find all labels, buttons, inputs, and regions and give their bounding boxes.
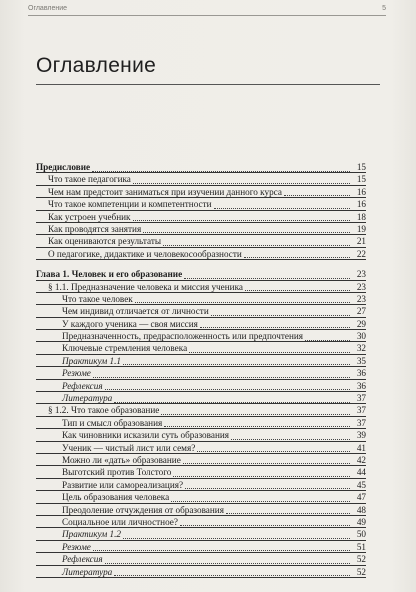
toc-chapter-entry[interactable] (36, 161, 366, 173)
dot-leader (226, 513, 350, 514)
toc-entry-title: Предназначенность, предрасположенность или предпочтения (62, 331, 304, 342)
toc-page-number: 30 (356, 331, 366, 342)
dot-leader (123, 538, 350, 539)
toc-page-number: 47 (356, 492, 366, 503)
dot-leader (163, 245, 350, 246)
toc-page-number: 29 (356, 318, 366, 329)
toc-entry-title: Литература (62, 566, 113, 577)
toc-page-number: 18 (356, 211, 366, 222)
toc-entry-title: Что такое человек (62, 293, 133, 304)
dot-leader (245, 290, 350, 291)
dot-leader (135, 302, 350, 303)
toc-entry[interactable] (36, 491, 366, 503)
toc-page-number: 27 (356, 306, 366, 317)
dot-leader (184, 278, 350, 279)
toc-page-number: 37 (356, 393, 366, 404)
toc-page-number: 42 (356, 454, 366, 465)
title-rule (36, 84, 380, 85)
toc-entry-title: Предисловие (36, 162, 91, 172)
dot-leader (200, 327, 350, 328)
toc-entry[interactable] (36, 504, 366, 516)
toc-page-number: 37 (356, 417, 366, 428)
dot-leader (114, 575, 350, 576)
toc-entry-title: У каждого ученика — своя миссия (62, 318, 198, 329)
dot-leader (197, 451, 350, 452)
dot-leader (284, 195, 350, 196)
toc-entry-title: Можно ли «дать» образование (62, 454, 181, 465)
toc-page-number: 16 (356, 186, 366, 197)
toc-entry[interactable] (36, 305, 366, 317)
toc-page-number: 21 (356, 236, 366, 247)
toc-entry-title: Ключевые стремления человека (62, 343, 188, 354)
dot-leader (92, 171, 350, 172)
toc-page-number: 51 (356, 541, 366, 552)
running-head-page-number: 5 (382, 5, 386, 12)
running-head-left: Оглавление (28, 5, 68, 12)
toc-entry[interactable] (36, 330, 366, 342)
toc-entry-title: § 1.1. Предназначение человека и миссия ученика (48, 281, 243, 292)
toc-entry[interactable] (36, 566, 366, 578)
toc-entry[interactable] (36, 355, 366, 367)
toc-page-number: 45 (356, 479, 366, 490)
dot-leader (173, 476, 350, 477)
toc-entry[interactable] (36, 479, 366, 491)
toc-entry-title: Преодоление отчуждения от образования (62, 504, 224, 515)
section-gap (36, 260, 366, 268)
toc-entry[interactable] (36, 173, 366, 185)
toc-entry[interactable] (36, 235, 366, 247)
toc-page-number: 15 (356, 174, 366, 185)
toc-entry[interactable] (36, 293, 366, 305)
toc-page-number: 23 (356, 269, 366, 280)
toc-entry[interactable] (36, 367, 366, 379)
toc-page-number: 35 (356, 355, 366, 366)
toc-page-number: 52 (356, 554, 366, 565)
entry-rule (36, 577, 366, 578)
toc-page-number: 36 (356, 380, 366, 391)
toc-entry[interactable] (36, 186, 366, 198)
toc-entry-title: Как проводятся занятия (48, 223, 142, 234)
dot-leader (180, 525, 350, 526)
dot-leader (244, 257, 350, 258)
running-head (28, 3, 386, 16)
toc-page-number: 23 (356, 293, 366, 304)
toc-entry-title: § 1.2. Что такое образование (48, 405, 160, 416)
toc-entry-title: Практикум 1.1 (62, 355, 122, 366)
toc-entry-title: Практикум 1.2 (62, 529, 122, 540)
toc-entry-title: Рефлексия (62, 554, 103, 565)
toc-entry-title: Чем индивид отличается от личности (62, 306, 209, 317)
toc-entry[interactable] (36, 342, 366, 354)
toc-entry-title: Как чиновники исказили суть образования (62, 430, 229, 441)
toc-entry[interactable] (36, 380, 366, 392)
toc-entry-title: Что такое компетенции и компетентности (48, 199, 212, 210)
dot-leader (123, 364, 350, 365)
toc-page-number: 23 (356, 281, 366, 292)
toc-page-number: 37 (356, 405, 366, 416)
toc-entry-title: О педагогике, дидактике и человекосообразности (48, 248, 242, 259)
toc-entry-title: Литература (62, 393, 113, 404)
toc-entry[interactable] (36, 392, 366, 404)
toc-entry[interactable] (36, 442, 366, 454)
dot-leader (133, 220, 350, 221)
bleed-through-text (230, 88, 380, 168)
toc-entry[interactable] (36, 417, 366, 429)
toc-entry-title: Как оцениваются результаты (48, 236, 162, 247)
toc-entry-title: Как устроен учебник (48, 211, 131, 222)
dot-leader (231, 439, 350, 440)
toc-entry-title: Тип и смысл образования (62, 417, 163, 428)
toc-page-number: 16 (356, 199, 366, 210)
toc-page-number: 44 (356, 467, 366, 478)
toc-entry[interactable] (36, 553, 366, 565)
dot-leader (189, 352, 350, 353)
toc-entry[interactable] (36, 516, 366, 528)
toc-entry-title: Ученик — чистый лист или семя? (62, 442, 196, 453)
toc-entry[interactable] (36, 466, 366, 478)
toc-page-number: 32 (356, 343, 366, 354)
toc-entry-title: Выготский против Толстого (62, 467, 172, 478)
dot-leader (305, 340, 350, 341)
toc-page-number: 48 (356, 504, 366, 515)
toc-entry-title: Развитие или самореализация? (62, 479, 184, 490)
dot-leader (171, 501, 350, 502)
toc-entry[interactable] (36, 541, 366, 553)
dot-leader (133, 183, 350, 184)
dot-leader (214, 208, 350, 209)
dot-leader (211, 315, 350, 316)
toc-entry[interactable] (36, 198, 366, 210)
toc-entry-title: Чем нам предстоит заниматься при изучении данного курса (48, 186, 282, 197)
dot-leader (105, 563, 350, 564)
toc-entry-title: Резюме (62, 541, 91, 552)
table-of-contents (36, 161, 366, 578)
dot-leader (161, 414, 350, 415)
page-title: Оглавление (36, 54, 157, 77)
toc-page-number: 39 (356, 430, 366, 441)
toc-entry-title: Глава 1. Человек и его образование (36, 269, 183, 280)
dot-leader (183, 463, 350, 464)
toc-page-number: 50 (356, 529, 366, 540)
dot-leader (143, 232, 350, 233)
toc-chapter-entry[interactable] (36, 268, 366, 280)
toc-entry-title: Рефлексия (62, 380, 103, 391)
toc-page-number: 22 (356, 248, 366, 259)
toc-entry[interactable] (36, 223, 366, 235)
toc-entry-title: Социальное или личностное? (62, 516, 178, 527)
toc-entry[interactable] (36, 404, 366, 416)
toc-entry[interactable] (36, 281, 366, 293)
toc-entry[interactable] (36, 211, 366, 223)
dot-leader (93, 550, 350, 551)
toc-page-number: 52 (356, 566, 366, 577)
toc-page-number: 15 (356, 162, 366, 172)
entry-rule (36, 259, 366, 260)
toc-page-number: 41 (356, 442, 366, 453)
dot-leader (185, 488, 350, 489)
toc-page-number: 49 (356, 516, 366, 527)
toc-entry-title: Цель образования человека (62, 492, 170, 503)
toc-entry-title: Что такое педагогика (48, 174, 131, 185)
toc-entry[interactable] (36, 528, 366, 540)
dot-leader (164, 426, 350, 427)
toc-entry[interactable] (36, 248, 366, 260)
toc-entry-title: Резюме (62, 368, 91, 379)
dot-leader (105, 389, 350, 390)
dot-leader (114, 402, 350, 403)
toc-entry[interactable] (36, 318, 366, 330)
toc-entry[interactable] (36, 454, 366, 466)
toc-page-number: 36 (356, 368, 366, 379)
toc-page-number: 19 (356, 223, 366, 234)
dot-leader (93, 377, 350, 378)
toc-entry[interactable] (36, 429, 366, 441)
